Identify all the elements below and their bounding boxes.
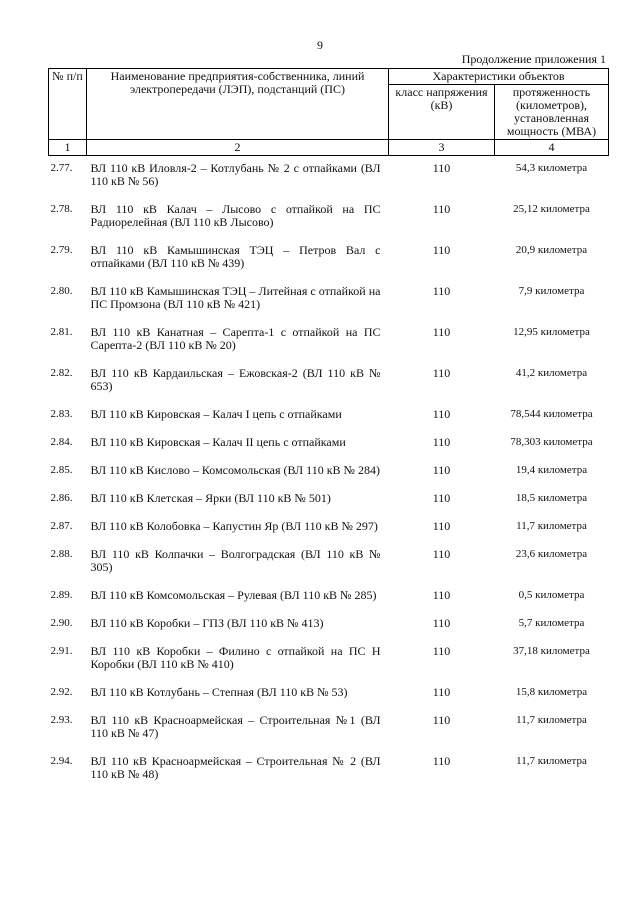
cell-num: 2.92. bbox=[50, 686, 73, 698]
table-row bbox=[49, 279, 609, 320]
cell-name: ВЛ 110 кВ Колпачки – Волгоградская (ВЛ 110 кВ № 305) bbox=[90, 547, 381, 574]
header-length: протяженность (километров), установленная мощность (МВА) bbox=[495, 85, 609, 140]
cell-length: 11,7 километра bbox=[516, 755, 587, 767]
table-row bbox=[49, 486, 609, 514]
header-name: Наименование предприятия-собственника, линий электропередачи (ЛЭП), подстанций (ПС) bbox=[87, 69, 389, 140]
table-row bbox=[49, 361, 609, 402]
table-row bbox=[49, 749, 609, 790]
table-row bbox=[49, 156, 609, 198]
table-row bbox=[49, 639, 609, 680]
cell-voltage: 110 bbox=[432, 754, 451, 768]
table-row bbox=[49, 542, 609, 583]
cell-length: 78,303 километра bbox=[510, 436, 593, 448]
cell-name: ВЛ 110 кВ Иловля-2 – Котлубань № 2 с отпайками (ВЛ 110 кВ № 56) bbox=[90, 161, 381, 188]
cell-name: ВЛ 110 кВ Комсомольская – Рулевая (ВЛ 110 кВ № 285) bbox=[90, 588, 377, 602]
cell-name: ВЛ 110 кВ Котлубань – Степная (ВЛ 110 кВ № 53) bbox=[90, 685, 348, 699]
cell-length: 5,7 километра bbox=[518, 617, 585, 629]
cell-length: 0,5 километра bbox=[518, 589, 585, 601]
header-voltage: класс напряжения (кВ) bbox=[389, 85, 495, 140]
header-index-3: 3 bbox=[389, 140, 495, 156]
cell-length: 11,7 километра bbox=[516, 714, 587, 726]
cell-name: ВЛ 110 кВ Камышинская ТЭЦ – Петров Вал с отпайками (ВЛ 110 кВ № 439) bbox=[90, 243, 381, 270]
cell-voltage: 110 bbox=[432, 713, 451, 727]
table-row bbox=[49, 197, 609, 238]
page-number: 9 bbox=[317, 38, 323, 52]
cell-length: 11,7 километра bbox=[516, 520, 587, 532]
table-row bbox=[49, 238, 609, 279]
cell-num: 2.80. bbox=[50, 285, 73, 297]
cell-name: ВЛ 110 кВ Коробки – Филино с отпайкой на ПС Н Коробки (ВЛ 110 кВ № 410) bbox=[90, 644, 381, 671]
cell-voltage: 110 bbox=[432, 463, 451, 477]
cell-voltage: 110 bbox=[432, 616, 451, 630]
table-row bbox=[49, 514, 609, 542]
cell-voltage: 110 bbox=[432, 519, 451, 533]
cell-name: ВЛ 110 кВ Камышинская ТЭЦ – Литейная с отпайкой на ПС Промзона (ВЛ 110 кВ № 421) bbox=[90, 284, 381, 311]
cell-voltage: 110 bbox=[432, 685, 451, 699]
table-row bbox=[49, 583, 609, 611]
cell-name: ВЛ 110 кВ Колобовка – Капустин Яр (ВЛ 110 кВ № 297) bbox=[90, 519, 378, 533]
cell-num: 2.86. bbox=[50, 492, 73, 504]
cell-length: 7,9 километра bbox=[518, 285, 585, 297]
cell-num: 2.81. bbox=[50, 326, 73, 338]
cell-length: 12,95 километра bbox=[513, 326, 590, 338]
cell-name: ВЛ 110 кВ Красноармейская – Строительная № 2 (ВЛ 110 кВ № 48) bbox=[90, 754, 381, 781]
cell-num: 2.87. bbox=[50, 520, 73, 532]
header-group: Характеристики объектов bbox=[389, 69, 609, 85]
cell-voltage: 110 bbox=[432, 435, 451, 449]
cell-length: 78,544 километра bbox=[510, 408, 593, 420]
cell-length: 23,6 километра bbox=[515, 548, 588, 560]
header-index-2: 2 bbox=[87, 140, 389, 156]
header-num: № п/п bbox=[49, 69, 87, 140]
cell-num: 2.83. bbox=[50, 408, 73, 420]
cell-name: ВЛ 110 кВ Кардаильская – Ежовская-2 (ВЛ 110 кВ № 653) bbox=[90, 366, 381, 393]
cell-name: ВЛ 110 кВ Калач – Лысово с отпайкой на ПС Радиорелейная (ВЛ 110 кВ Лысово) bbox=[90, 202, 381, 229]
cell-num: 2.88. bbox=[50, 548, 73, 560]
cell-num: 2.78. bbox=[50, 203, 73, 215]
cell-voltage: 110 bbox=[432, 202, 451, 216]
cell-length: 20,9 километра bbox=[515, 244, 588, 256]
table-row bbox=[49, 320, 609, 361]
cell-num: 2.90. bbox=[50, 617, 73, 629]
cell-name: ВЛ 110 кВ Кировская – Калач II цепь с отпайками bbox=[90, 435, 346, 449]
cell-name: ВЛ 110 кВ Кировская – Калач I цепь с отпайками bbox=[90, 407, 342, 421]
cell-voltage: 110 bbox=[432, 161, 451, 175]
cell-voltage: 110 bbox=[432, 366, 451, 380]
table-row bbox=[49, 611, 609, 639]
cell-length: 37,18 километра bbox=[513, 645, 590, 657]
table-row bbox=[49, 680, 609, 708]
cell-name: ВЛ 110 кВ Красноармейская – Строительная №1 (ВЛ 110 кВ № 47) bbox=[90, 713, 381, 740]
cell-voltage: 110 bbox=[432, 644, 451, 658]
appendix-note: Продолжение приложения 1 bbox=[461, 52, 606, 66]
header-index-4: 4 bbox=[495, 140, 609, 156]
cell-num: 2.77. bbox=[50, 162, 73, 174]
cell-num: 2.93. bbox=[50, 714, 73, 726]
cell-name: ВЛ 110 кВ Кислово – Комсомольская (ВЛ 110 кВ № 284) bbox=[90, 463, 380, 477]
cell-num: 2.85. bbox=[50, 464, 73, 476]
cell-name: ВЛ 110 кВ Канатная – Сарепта-1 с отпайкой на ПС Сарепта-2 (ВЛ 110 кВ № 20) bbox=[90, 325, 381, 352]
cell-length: 54,3 километра bbox=[515, 162, 588, 174]
cell-length: 41,2 километра bbox=[515, 367, 588, 379]
cell-name: ВЛ 110 кВ Коробки – ГПЗ (ВЛ 110 кВ № 413) bbox=[90, 616, 324, 630]
cell-num: 2.79. bbox=[50, 244, 73, 256]
cell-length: 15,8 километра bbox=[515, 686, 588, 698]
cell-voltage: 110 bbox=[432, 407, 451, 421]
table-row bbox=[49, 430, 609, 458]
cell-length: 18,5 километра bbox=[515, 492, 588, 504]
cell-voltage: 110 bbox=[432, 325, 451, 339]
cell-voltage: 110 bbox=[432, 284, 451, 298]
cell-voltage: 110 bbox=[432, 588, 451, 602]
cell-num: 2.91. bbox=[50, 645, 73, 657]
table-row bbox=[49, 458, 609, 486]
cell-length: 25,12 километра bbox=[513, 203, 590, 215]
cell-voltage: 110 bbox=[432, 243, 451, 257]
table-row bbox=[49, 402, 609, 430]
cell-num: 2.84. bbox=[50, 436, 73, 448]
header-index-1: 1 bbox=[49, 140, 87, 156]
cell-num: 2.89. bbox=[50, 589, 73, 601]
cell-num: 2.94. bbox=[50, 755, 73, 767]
cell-voltage: 110 bbox=[432, 547, 451, 561]
cell-length: 19,4 километра bbox=[515, 464, 588, 476]
objects-table bbox=[48, 68, 609, 790]
cell-num: 2.82. bbox=[50, 367, 73, 379]
cell-name: ВЛ 110 кВ Клетская – Ярки (ВЛ 110 кВ № 501) bbox=[90, 491, 331, 505]
cell-voltage: 110 bbox=[432, 491, 451, 505]
table-row bbox=[49, 708, 609, 749]
